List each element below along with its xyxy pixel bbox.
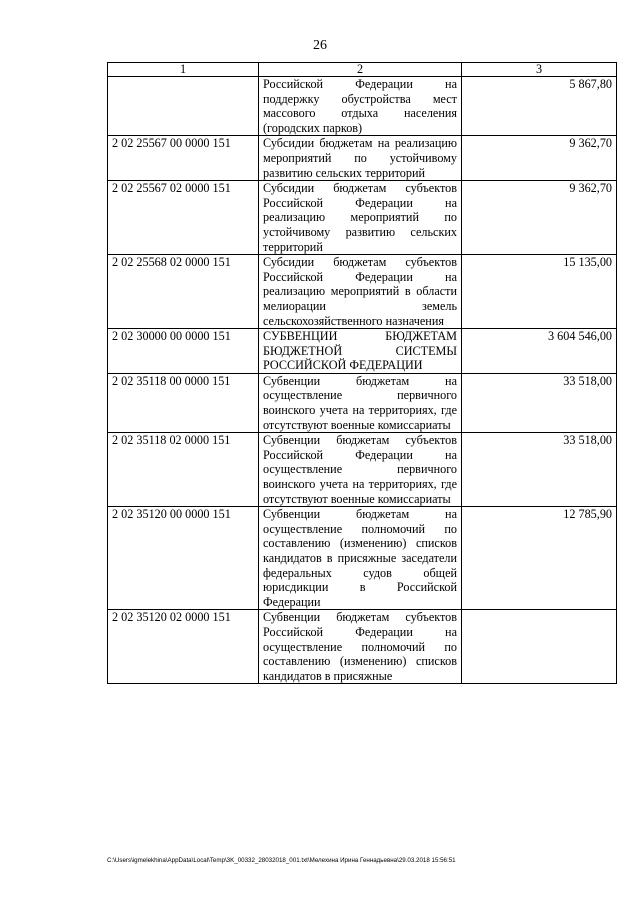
budget-description: Субвенции бюджетам субъектов Российской Федерации на осуществление полномочий по составлению (изменению) списков кандидатов в присяжные xyxy=(259,610,462,684)
table-row xyxy=(108,507,617,610)
budget-code: 2 02 35118 00 0000 151 xyxy=(108,373,259,432)
budget-amount: 12 785,90 xyxy=(462,507,617,610)
budget-code: 2 02 30000 00 0000 151 xyxy=(108,329,259,374)
budget-description: Субвенции бюджетам на осуществление первичного воинского учета на территориях, где отсутствуют военные комиссариаты xyxy=(259,373,462,432)
budget-table xyxy=(107,62,617,684)
budget-code: 2 02 25567 02 0000 151 xyxy=(108,181,259,255)
budget-amount: 9 362,70 xyxy=(462,181,617,255)
budget-amount: 15 135,00 xyxy=(462,255,617,329)
budget-description: Субвенции бюджетам на осуществление полномочий по составлению (изменению) списков кандидатов в присяжные заседатели федеральных судов общей юрисдикции в Российской Федерации xyxy=(259,507,462,610)
table-row xyxy=(108,136,617,181)
document-footer-path: C:\Users\igmelekhina\AppData\Local\Temp\3K_00332_28032018_001.txt\Мелехина Ирина Геннадьевна\29.03.2018 15:56:51 xyxy=(107,857,456,864)
table-row xyxy=(108,610,617,684)
budget-code: 2 02 25568 02 0000 151 xyxy=(108,255,259,329)
budget-amount: 33 518,00 xyxy=(462,433,617,507)
table-header-row xyxy=(108,63,617,77)
table-row xyxy=(108,181,617,255)
column-header: 3 xyxy=(462,63,617,77)
column-header: 2 xyxy=(259,63,462,77)
budget-code: 2 02 25567 00 0000 151 xyxy=(108,136,259,181)
table-row xyxy=(108,77,617,136)
budget-amount: 9 362,70 xyxy=(462,136,617,181)
budget-description: Субсидии бюджетам субъектов Российской Федерации на реализацию мероприятий по устойчивому развитию сельских территорий xyxy=(259,181,462,255)
table-row xyxy=(108,255,617,329)
table-row xyxy=(108,329,617,374)
budget-description: СУБВЕНЦИИ БЮДЖЕТАМ БЮДЖЕТНОЙ СИСТЕМЫ РОССИЙСКОЙ ФЕДЕРАЦИИ xyxy=(259,329,462,374)
budget-code xyxy=(108,77,259,136)
table-row xyxy=(108,433,617,507)
budget-description: Российской Федерации на поддержку обустройства мест массового отдыха населения (городских парков) xyxy=(259,77,462,136)
table-row xyxy=(108,373,617,432)
budget-code: 2 02 35120 00 0000 151 xyxy=(108,507,259,610)
budget-code: 2 02 35120 02 0000 151 xyxy=(108,610,259,684)
budget-description: Субвенции бюджетам субъектов Российской Федерации на осуществление первичного воинского учета на территориях, где отсутствуют военные комиссариаты xyxy=(259,433,462,507)
page-number: 26 xyxy=(313,38,327,53)
budget-code: 2 02 35118 02 0000 151 xyxy=(108,433,259,507)
budget-amount: 5 867,80 xyxy=(462,77,617,136)
budget-amount: 33 518,00 xyxy=(462,373,617,432)
budget-amount: 3 604 546,00 xyxy=(462,329,617,374)
budget-amount xyxy=(462,610,617,684)
column-header: 1 xyxy=(108,63,259,77)
budget-description: Субсидии бюджетам на реализацию мероприятий по устойчивому развитию сельских территорий xyxy=(259,136,462,181)
budget-description: Субсидии бюджетам субъектов Российской Федерации на реализацию мероприятий в области мелиорации земель сельскохозяйственного назначения xyxy=(259,255,462,329)
